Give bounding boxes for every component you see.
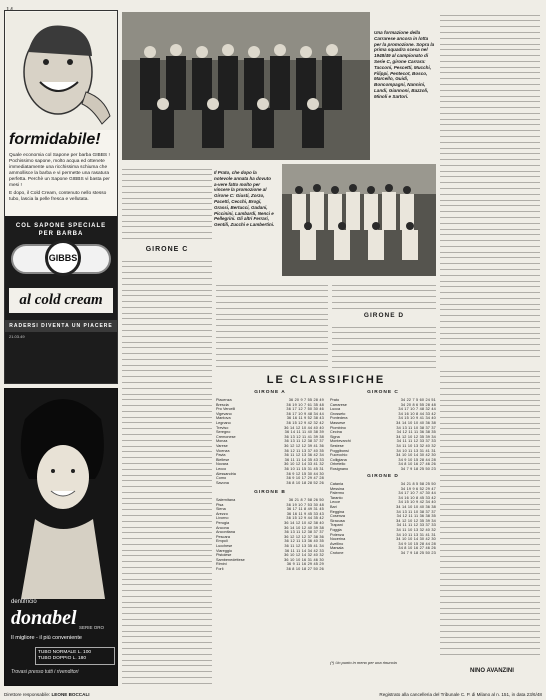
girone-d-heading: GIRONE D — [363, 312, 405, 319]
team-name: Piacenza — [216, 398, 232, 402]
team-name: Siena — [216, 507, 226, 512]
team-stats: 36 19 10 7 53 30 48 — [286, 502, 324, 507]
team-stats: 34 11 11 12 33 37 33 — [396, 523, 436, 528]
team-stats: 36 12 12 12 37 38 36 — [284, 534, 324, 539]
donabel-ad — [4, 388, 118, 686]
team-name: Perugia — [216, 520, 230, 525]
team-name: Cremonese — [216, 434, 236, 439]
team-stats: 36 14 10 12 40 39 38 — [284, 525, 324, 530]
team-name: Pistoiese — [216, 553, 232, 558]
article-column-top-right — [440, 10, 540, 362]
team-name: Fucecchio — [330, 453, 348, 458]
team-name: Nocerina — [330, 537, 346, 542]
team-name: Sestese — [330, 443, 344, 448]
team-name: Signa — [330, 434, 340, 439]
team-stats: 36 17 10 9 48 34 44 — [286, 411, 324, 416]
article-column-2 — [216, 280, 328, 370]
donabel-price-double: TUBO DOPPIO L. 180 — [38, 656, 86, 661]
team-stats: 34 20 8 6 55 28 48 — [400, 402, 436, 407]
team-name: Marsala — [330, 546, 344, 551]
smiling-woman-illustration — [5, 389, 118, 599]
team-stats: 34 11 10 13 32 40 32 — [396, 443, 436, 448]
team-name: Empoli — [216, 539, 228, 544]
table-row — [330, 467, 436, 472]
donabel-tagline: Il migliore - il più conveniente — [11, 635, 82, 641]
team-name: Lecco — [216, 466, 227, 471]
classifiche-girone-c-label: GIRONE C — [367, 390, 399, 395]
team-photo-2-shapes — [282, 164, 436, 276]
donabel-prices — [35, 647, 115, 665]
team-stats: 36 9 11 16 29 45 29 — [286, 562, 324, 567]
team-stats: 34 10 10 14 30 42 30 — [396, 537, 436, 542]
article-column-3 — [332, 280, 436, 310]
team-name: Monza — [216, 439, 228, 444]
article-column-1 — [122, 256, 212, 686]
team-stats: 34 12 11 11 36 38 35 — [396, 430, 436, 435]
table-row — [330, 551, 436, 556]
team-stats: 36 13 11 12 38 37 37 — [284, 530, 324, 535]
gibbs-band — [5, 216, 117, 384]
team-name: Treviso — [216, 425, 229, 430]
team-stats: 34 10 10 14 30 42 30 — [396, 453, 436, 458]
team-stats: 36 11 11 14 35 43 33 — [284, 457, 324, 462]
gibbs-band-top: COL SAPONE SPECIALE PER BARBA — [15, 223, 107, 237]
article-column-4 — [440, 366, 540, 658]
gibbs-headline: formidabile! — [9, 131, 101, 148]
team-name: Seregno — [216, 430, 231, 435]
team-name: Pisa — [216, 502, 224, 507]
team-name: Trapani — [330, 523, 343, 528]
team-name: Catania — [330, 482, 344, 486]
team-name: Anconitana — [216, 530, 235, 535]
table-girone-d — [330, 482, 436, 556]
team-stats: 36 15 12 9 44 35 42 — [286, 516, 324, 521]
team-stats: 34 15 10 9 42 34 40 — [398, 500, 436, 505]
gibbs-ad — [4, 10, 118, 384]
team-stats: 36 20 9 7 55 28 49 — [288, 398, 324, 402]
team-stats: 34 9 10 15 28 44 28 — [398, 541, 436, 546]
team-stats: 34 19 9 6 52 29 47 — [400, 486, 436, 491]
team-stats: 34 13 11 10 38 37 37 — [396, 509, 436, 514]
team-name: Ancona — [216, 525, 229, 530]
team-stats: 36 10 11 15 31 45 31 — [284, 466, 324, 471]
gibbs-band-bottom: RADERSI DIVENTA UN PIACERE — [5, 320, 117, 332]
gibbs-code: 21.03.49 — [9, 334, 25, 339]
team-name: Prato — [330, 398, 340, 402]
team-stats: 36 21 8 7 58 26 50 — [288, 498, 324, 502]
team-stats: 34 12 10 12 35 39 34 — [396, 518, 436, 523]
classifiche-title: LE CLASSIFICHE — [266, 374, 386, 386]
table-row — [216, 567, 324, 572]
team-stats: 34 14 10 10 40 36 38 — [396, 504, 436, 509]
team-name: Arezzo — [216, 511, 228, 516]
team-stats: 34 10 11 13 31 41 31 — [396, 448, 436, 453]
team-stats: 36 16 11 9 45 33 43 — [286, 511, 324, 516]
girone-c-heading: GIRONE C — [145, 246, 189, 253]
article-column-1-top — [122, 164, 212, 244]
team-name: Viareggio — [216, 548, 232, 553]
team-name: Crotone — [330, 550, 344, 555]
donabel-footer: Trovasi presso tutti i rivenditori — [11, 669, 79, 675]
team-stats: 36 19 10 7 61 35 48 — [286, 402, 324, 407]
team-stats: 34 21 8 5 58 25 50 — [400, 482, 436, 486]
team-name: Rosignano — [330, 466, 349, 471]
team-stats: 34 16 10 8 44 33 42 — [398, 411, 436, 416]
team-stats: 34 13 11 10 38 37 37 — [396, 425, 436, 430]
team-stats: 34 12 10 12 35 39 34 — [396, 434, 436, 439]
team-name: Brescia — [216, 402, 229, 407]
gibbs-brand: GIBBS — [48, 253, 78, 263]
team-stats: 36 10 10 16 31 46 30 — [284, 557, 324, 562]
team-name: Montevarchi — [330, 439, 351, 444]
team-stats: 36 12 12 12 39 41 36 — [284, 443, 324, 448]
team-stats: 36 12 11 13 36 40 35 — [284, 539, 324, 544]
team-stats: 34 14 10 10 40 36 38 — [396, 420, 436, 425]
team-stats: 36 13 11 12 38 37 37 — [284, 439, 324, 444]
team-name: Pro Vercelli — [216, 407, 236, 412]
team-stats: 36 12 11 13 37 40 35 — [284, 448, 324, 453]
team-stats: 34 8 10 16 27 46 26 — [398, 546, 436, 551]
team-stats: 36 8 10 18 27 50 26 — [286, 566, 324, 571]
team-name: Bari — [330, 504, 337, 509]
caption-middle: Il Prato, che dopo la notevole annata ha dovuto a-vere fatto molto per vincere la promozione al Girone C: Giusti, Zorzo, Pacetti, Cecchi, Brogi, Grassi, Bertucci, Gadani, Piccinini, Lambardi, Nenci e Pellegrini. Gli altri Ferrari, Gentili, Zucchi e Lambertini. — [214, 170, 275, 228]
author-signature: NINO AVANZINI — [470, 668, 514, 674]
carrarese-team-photo — [122, 12, 370, 160]
donabel-price-normal: TUBO NORMALE L. 100 — [38, 650, 92, 655]
gibbs-band-mid: al cold cream — [9, 288, 113, 313]
team-stats: 34 7 9 18 25 50 23 — [400, 550, 436, 555]
table-girone-c — [330, 398, 436, 472]
team-name: Foggia — [330, 527, 342, 532]
team-name: Carrarese — [330, 402, 347, 407]
table-girone-b — [216, 498, 324, 572]
team-name: Reggina — [330, 509, 345, 514]
team-stats: 34 10 11 13 31 41 31 — [396, 532, 436, 537]
team-name: Cosenza — [330, 514, 345, 519]
team-name: Legnano — [216, 420, 231, 425]
team-name: Colligiana — [330, 457, 347, 462]
footer-editor-label: Direttore responsabile: — [4, 691, 51, 697]
team-name: Varese — [216, 443, 228, 448]
team-name: Vicenza — [216, 448, 230, 453]
team-stats: 36 11 12 13 35 41 34 — [284, 543, 324, 548]
team-name: Siracusa — [330, 518, 345, 523]
team-stats: 34 8 10 16 27 46 26 — [398, 462, 436, 467]
team-name: Novara — [216, 462, 229, 467]
team-name: Lecce — [330, 500, 341, 505]
team-stats: 36 10 12 14 33 41 32 — [284, 462, 324, 467]
donabel-subtitle: dentifricio — [11, 599, 37, 605]
team-stats: 34 16 10 8 45 33 42 — [398, 495, 436, 500]
team-name: Messina — [330, 486, 345, 491]
team-name: Orbetello — [330, 462, 346, 467]
page-footer — [4, 690, 542, 698]
classifiche-girone-d-label: GIRONE D — [367, 474, 399, 479]
gibbs-brand-badge — [45, 240, 81, 276]
team-stats: 34 17 10 7 47 30 44 — [398, 491, 436, 496]
team-stats: 36 11 11 14 34 42 33 — [284, 548, 324, 553]
team-name: Como — [216, 476, 227, 481]
team-stats: 36 9 12 15 30 44 30 — [286, 471, 324, 476]
team-stats: 36 14 12 10 44 40 40 — [284, 425, 324, 430]
team-stats: 36 14 11 11 40 38 39 — [284, 430, 324, 435]
team-name: Mantova — [216, 416, 231, 421]
team-name: Vigevano — [216, 411, 232, 416]
team-stats: 36 15 12 9 42 32 42 — [286, 420, 324, 425]
footer-editor-name: LEONE BOCCALI — [51, 691, 90, 697]
team-stats: 34 22 7 5 60 24 51 — [400, 398, 436, 402]
team-stats: 34 7 9 18 25 50 23 — [400, 466, 436, 471]
team-name: Potenza — [330, 532, 344, 537]
team-name: Lucca — [330, 407, 341, 412]
team-name: Avellino — [330, 541, 344, 546]
table-girone-a — [216, 398, 324, 485]
team-stats: 34 12 11 11 36 38 35 — [396, 514, 436, 519]
team-name: Lucchese — [216, 543, 233, 548]
team-stats: 34 9 10 15 28 44 28 — [398, 457, 436, 462]
team-name: Taranto — [330, 495, 343, 500]
team-stats: 34 11 10 13 32 40 32 — [396, 527, 436, 532]
team-name: Forlì — [216, 566, 224, 571]
team-name: Sambenedettese — [216, 557, 245, 562]
team-name: Livorno — [216, 516, 229, 521]
team-name: Massese — [330, 420, 346, 425]
footer-editor — [4, 692, 90, 697]
team-name: Pontedera — [330, 416, 348, 421]
team-name: Pavia — [216, 453, 226, 458]
smiling-man-illustration — [6, 12, 118, 130]
table-row — [216, 481, 324, 486]
team-name: Biellese — [216, 457, 230, 462]
donabel-series: SERIE ORO — [79, 625, 105, 630]
gibbs-body: Quale economia col Sapone per barba GIBBS ! Pochissimo sapone, molto acqua ed ottenete immediatamente una ricchissima schiuma che ammollisce la barba e vi permette una rasatura perfetta. Perchè un Sapone GIBBS vi basta per mesi ! — [9, 153, 110, 188]
team-name: Grosseto — [330, 411, 346, 416]
team-stats: 36 11 12 13 36 42 34 — [284, 453, 324, 458]
team-name: Palermo — [330, 491, 345, 496]
team-name: Cecina — [330, 430, 342, 435]
team-stats: 34 15 10 9 41 34 40 — [398, 416, 436, 421]
team-name: Piombino — [330, 425, 346, 430]
footer-registration: Registrato alla cancelleria del Tribunale C. P. di Milano al n. 151, in data 23/6/48 — [379, 691, 542, 697]
team-name: Poggibonsi — [330, 448, 349, 453]
classifiche-girone-a-label: GIRONE A — [254, 390, 286, 395]
team-name: Alessandria — [216, 471, 236, 476]
caption-top: Una formazione della Carrarese ancora in lotta per la promozione. Sopra la prima squadra scesa nel 1948/49 al campionato di Serie C, girone Carrara: Tacconi, Pescetti, Mucchi, Filippi, Pentecot, Bosco, Marcello, Guidi, Boncompagni, Nannini, Landi, Giannoni, Bazzoli, Minoli e Sartori. — [374, 30, 435, 99]
team-stats: 36 14 12 10 42 38 40 — [284, 520, 324, 525]
classifiche-girone-b-label: GIRONE B — [254, 490, 286, 495]
team-photo-shapes — [122, 12, 370, 160]
gibbs-body-2: E dopo, il Cold Cream, contenuto nello stesso tubo, lascia la pelle fresca e vellutata. — [9, 191, 107, 202]
donabel-brand: donabel — [11, 607, 77, 629]
team-stats: 34 11 11 12 33 37 33 — [396, 439, 436, 444]
team-name: Salernitana — [216, 498, 236, 502]
team-name: Savona — [216, 480, 229, 485]
team-stats: 36 17 12 7 50 30 46 — [286, 407, 324, 412]
team-name: Rimini — [216, 562, 227, 567]
prato-team-photo — [282, 164, 436, 276]
team-stats: 34 17 10 7 48 32 44 — [398, 407, 436, 412]
article-column-3b — [332, 322, 436, 370]
team-stats: 36 10 12 14 32 40 32 — [284, 553, 324, 558]
team-stats: 36 9 10 17 29 47 28 — [286, 476, 324, 481]
team-stats: 36 17 11 8 49 31 45 — [286, 507, 324, 512]
classifiche-footnote: (*) Un punto in meno per una rinuncia — [330, 660, 397, 665]
team-stats: 36 16 11 9 52 38 43 — [286, 416, 324, 421]
team-stats: 36 8 10 18 28 52 26 — [286, 480, 324, 485]
team-name: Pescara — [216, 534, 230, 539]
team-stats: 36 13 12 11 41 39 38 — [284, 434, 324, 439]
